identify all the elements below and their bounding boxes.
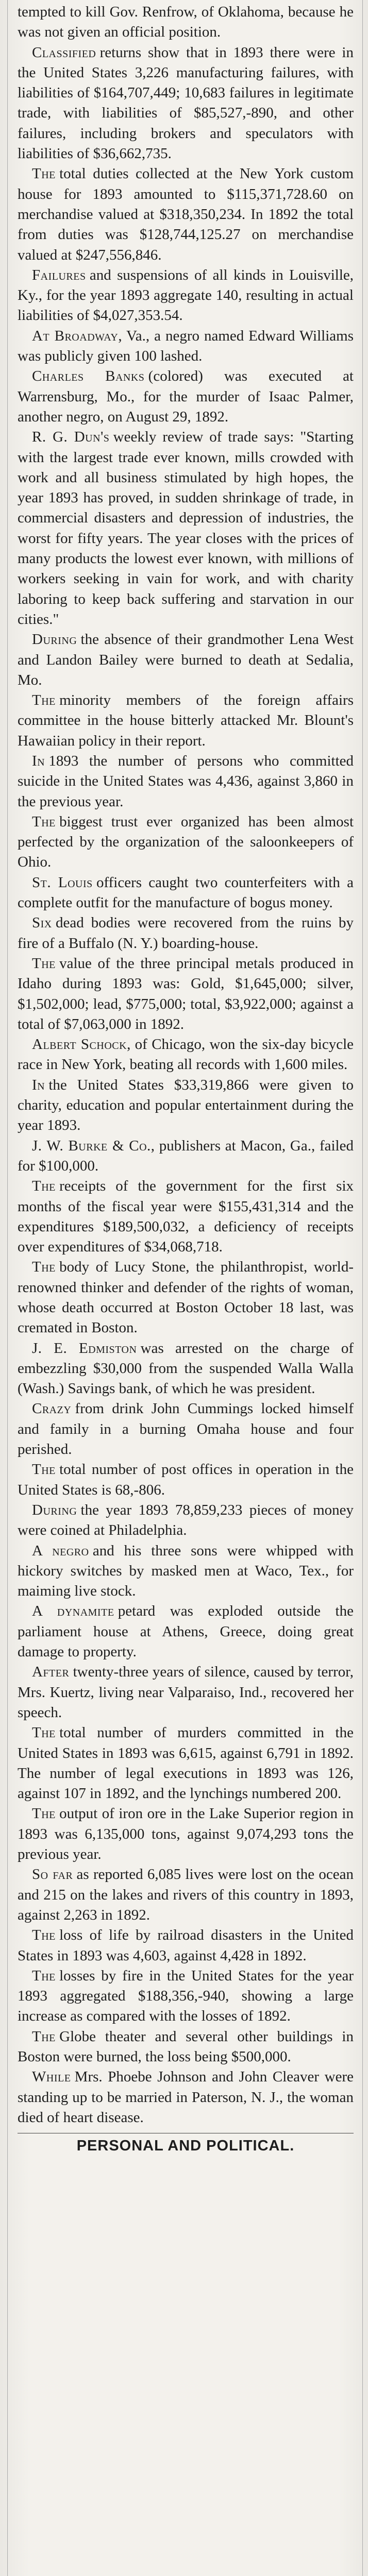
paragraph-text: , Va., a negro named Edward Williams was publicly given 100 lashed. bbox=[18, 327, 354, 365]
paragraph-text: officers caught two counterfeiters with a complete outfit for the manufacture of bogus money. bbox=[18, 874, 354, 911]
paragraph-text: biggest trust ever organized has been almost perfected by the organization of the saloonkeepers of Ohio. bbox=[18, 813, 354, 871]
paragraph-lead: Classified bbox=[32, 44, 96, 61]
paragraph-text: value of the three principal metals produced in Idaho during 1893 was: Gold, $1,645,000; silver, $1,502,000; lead, $775,000; total, $3,922,000; against a total of $7,063,000 in 1892. bbox=[18, 955, 354, 1032]
paragraph-lead: The bbox=[32, 1927, 56, 1944]
paragraph-text: total number of murders committed in the United States in 1893 was 6,615, against 6,791 in 1892. The number of legal executions in 1893 was 126, against 107 in 1892, and the lynchings numbered 200. bbox=[18, 1724, 354, 1802]
paragraph-lead: J. E. Edmiston bbox=[32, 1340, 137, 1357]
paragraph-text: total duties collected at the New York custom house for 1893 amounted to $115,371,728.60 on merchandise valued at $318,350,234. In 1892 the total from duties was $128,744,125.27 on merchandise valued at $247,556,846. bbox=[18, 165, 354, 263]
paragraph-text: losses by fire in the United States for the year 1893 aggregated $188,356,-940, showing a large increase as compared with the losses of 1892. bbox=[18, 1967, 354, 2025]
paragraph-lead: In bbox=[32, 752, 45, 769]
news-paragraph bbox=[18, 1662, 354, 1723]
paragraph-text: body of Lucy Stone, the philanthropist, world-renowned thinker and defender of the rights of woman, whose death occurred at Boston October 18 last, was cremated in Boston. bbox=[18, 1259, 354, 1336]
news-paragraph bbox=[18, 630, 354, 690]
paragraph-lead: While bbox=[32, 2069, 71, 2086]
news-paragraph bbox=[18, 2, 354, 43]
paragraph-lead: The bbox=[32, 1461, 56, 1478]
paragraph-text: 1893 the number of persons who committed suicide in the United States was 4,436, against 3,860 in the previous year. bbox=[18, 752, 354, 810]
paragraph-text: minority members of the foreign affairs committee in the house bitterly attacked Mr. Blount's Hawaiian policy in their report. bbox=[18, 692, 354, 749]
news-paragraph bbox=[18, 326, 354, 367]
paragraph-lead: So far bbox=[32, 1866, 73, 1883]
paragraph-text: petard was exploded outside the parliament house at Athens, Greece, doing great damage to property. bbox=[18, 1603, 354, 1660]
paragraph-text: (colored) was executed at Warrensburg, Mo., for the murder of Isaac Palmer, another negro, on August 29, 1892. bbox=[18, 368, 354, 425]
paragraph-lead: St. Louis bbox=[32, 874, 93, 891]
news-paragraph bbox=[18, 690, 354, 751]
paragraph-lead: Crazy bbox=[32, 1400, 72, 1417]
paragraph-text: , of Chicago, won the six-day bicycle race in New York, beating all records with 1,600 miles. bbox=[18, 1036, 354, 1073]
news-paragraph bbox=[18, 873, 354, 913]
paragraph-lead: Albert Schock bbox=[32, 1036, 127, 1053]
news-paragraph bbox=[18, 1460, 354, 1500]
paragraph-text: returns show that in 1893 there were in the United States 3,226 manufacturing failures, with liabilities of $164,707,449; 10,683 failures in legitimate trade, with liabilities of $85,527,-890, and other failures, including brokers and speculators with liabilities of $36,662,735. bbox=[18, 44, 354, 162]
paragraph-text: and his three sons were whipped with hickory switches by masked men at Waco, Tex., for maiming live stock. bbox=[18, 1542, 354, 1600]
column-rule-right bbox=[362, 0, 363, 2576]
paragraph-text: was arrested on the charge of embezzling $30,000 from the suspended Walla Walla (Wash.) Savings bank, of which he was president. bbox=[18, 1340, 354, 1397]
paragraph-text: dead bodies were recovered from the ruins by fire of a Buffalo (N. Y.) boarding-house. bbox=[18, 914, 354, 952]
paragraph-lead: Failures bbox=[32, 266, 86, 283]
paragraph-lead: The bbox=[32, 1259, 56, 1276]
paragraph-lead: The bbox=[32, 165, 56, 182]
news-paragraph bbox=[18, 1966, 354, 2027]
news-paragraph bbox=[18, 1257, 354, 1338]
paragraph-lead: A dynamite bbox=[32, 1603, 114, 1620]
paragraph-lead: The bbox=[32, 692, 56, 709]
paragraph-text: Globe theater and several other buildings in Boston were burned, the loss being $500,000. bbox=[18, 2028, 354, 2065]
paragraph-lead: The bbox=[32, 813, 56, 830]
news-paragraph bbox=[18, 751, 354, 812]
paragraph-lead: A negro bbox=[32, 1542, 89, 1559]
news-paragraph bbox=[18, 265, 354, 326]
news-paragraph bbox=[18, 366, 354, 427]
news-paragraph bbox=[18, 812, 354, 873]
paragraph-text: , publishers at Macon, Ga., failed for $100,000. bbox=[18, 1137, 354, 1174]
news-paragraph bbox=[18, 1541, 354, 1602]
paragraph-lead: In bbox=[32, 1076, 45, 1093]
news-paragraph bbox=[18, 2067, 354, 2128]
paragraph-lead: The bbox=[32, 1967, 56, 1984]
paragraph-lead: The bbox=[32, 1724, 56, 1741]
paragraph-lead: The bbox=[32, 955, 56, 972]
news-paragraph bbox=[18, 954, 354, 1035]
paragraph-lead: During bbox=[32, 1501, 77, 1518]
paragraph-text: and suspensions of all kinds in Louisville, Ky., for the year 1893 aggregate 140, resulting in actual liabilities of $4,027,353.54. bbox=[18, 266, 354, 324]
paragraph-lead: At Broadway bbox=[32, 327, 119, 344]
news-paragraph bbox=[18, 1176, 354, 1257]
paragraph-text: total number of post offices in operation in the United States is 68,-806. bbox=[18, 1461, 354, 1498]
news-paragraph bbox=[18, 913, 354, 954]
paragraph-lead: Six bbox=[32, 914, 52, 931]
paragraph-lead: The bbox=[32, 1178, 56, 1195]
news-paragraph bbox=[18, 1601, 354, 1662]
paragraph-lead: During bbox=[32, 631, 77, 648]
paragraph-text: twenty-three years of silence, caused by terror, Mrs. Kuertz, living near Valparaiso, Ind., recovered her speech. bbox=[18, 1664, 354, 1721]
paragraph-text: output of iron ore in the Lake Superior region in 1893 was 6,135,000 tons, against 9,074,293 tons the previous year. bbox=[18, 1805, 354, 1863]
paragraph-lead: After bbox=[32, 1664, 70, 1681]
column-rule-left bbox=[7, 0, 8, 2576]
section-heading: PERSONAL AND POLITICAL. bbox=[76, 2138, 295, 2155]
news-paragraph bbox=[18, 1865, 354, 1925]
paragraph-text: from drink John Cummings locked himself and family in a burning Omaha house and four perished. bbox=[18, 1400, 354, 1458]
news-column bbox=[18, 2, 354, 2128]
news-paragraph bbox=[18, 1500, 354, 1541]
news-paragraph bbox=[18, 1136, 354, 1177]
paragraph-text: Mrs. Phoebe Johnson and John Cleaver were standing up to be married in Paterson, N. J., the woman died of heart disease. bbox=[18, 2069, 354, 2126]
paragraph-text: the year 1893 78,859,233 pieces of money were coined at Philadelphia. bbox=[18, 1501, 354, 1539]
news-paragraph bbox=[18, 1399, 354, 1460]
paragraph-text: the United States $33,319,866 were given to charity, education and popular entertainment during the year 1893. bbox=[18, 1076, 354, 1134]
paragraph-text: weekly review of trade says: "Starting with the largest trade ever known, mills crowded with work and all business stimulated by high hopes, the year 1893 has proved, in sudden shrinkage of trade, in commercial disasters and depression of industries, the worst for fifty years. The year closes with the prices of many products the lowest ever known, with millions of workers seeking in vain for work, and with charity laboring to keep back suffering and starvation in our cities." bbox=[18, 429, 354, 628]
paragraph-text: receipts of the government for the first six months of the fiscal year were $155,431,314 and the expenditures $189,500,032, a deficiency of receipts over expenditures of $34,068,718. bbox=[18, 1178, 354, 1256]
paragraph-text: tempted to kill Gov. Renfrow, of Oklahoma, because he was not given an official position. bbox=[18, 4, 354, 41]
paragraph-lead: Charles Banks bbox=[32, 368, 145, 385]
paragraph-text: as reported 6,085 lives were lost on the ocean and 215 on the lakes and rivers of this country in 1893, against 2,263 in 1892. bbox=[18, 1866, 354, 1923]
paragraph-lead: J. W. Burke & Co. bbox=[32, 1137, 151, 1154]
news-paragraph bbox=[18, 1338, 354, 1399]
news-paragraph bbox=[18, 427, 354, 630]
paragraph-lead: The bbox=[32, 2028, 56, 2045]
paragraph-text: the absence of their grandmother Lena West and Landon Bailey were burned to death at Sedalia, Mo. bbox=[18, 631, 354, 688]
news-paragraph bbox=[18, 1723, 354, 1804]
paragraph-lead: R. G. Dun's bbox=[32, 429, 110, 446]
news-paragraph bbox=[18, 1925, 354, 1966]
paragraph-lead: The bbox=[32, 1805, 56, 1822]
news-paragraph bbox=[18, 2027, 354, 2067]
news-paragraph bbox=[18, 1035, 354, 1075]
news-paragraph bbox=[18, 43, 354, 164]
paragraph-text: loss of life by railroad disasters in the United States in 1893 was 4,603, against 4,428 in 1892. bbox=[18, 1927, 354, 1964]
news-paragraph bbox=[18, 164, 354, 265]
news-paragraph bbox=[18, 1804, 354, 1865]
news-paragraph bbox=[18, 1075, 354, 1136]
